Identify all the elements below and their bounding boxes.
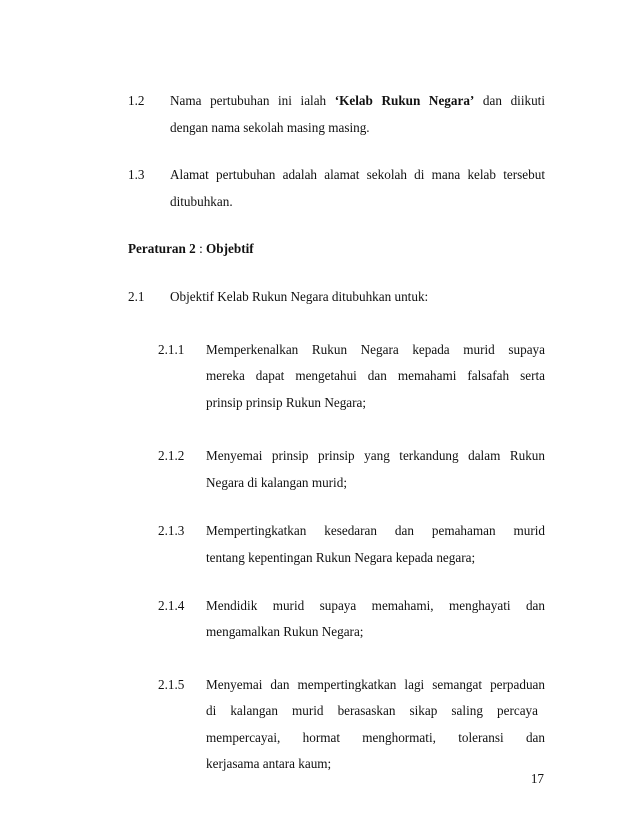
section-heading: [128, 241, 254, 257]
section-number-1-3: 1.3: [128, 167, 145, 182]
item-number-2-1-3: 2.1.3: [158, 523, 185, 538]
item-2-1-5-line-3: mempercayai, hormat menghormati, toleransi dan: [206, 730, 545, 745]
item-2-1-4-line-2: mengamalkan Rukun Negara;: [206, 624, 364, 639]
item-2-1-2-line-1: Menyemai prinsip prinsip yang terkandung dalam Rukun: [206, 448, 545, 463]
item-number-2-1-4: 2.1.4: [158, 598, 185, 613]
section-number-1-2: 1.2: [128, 93, 145, 108]
section-1-3-line-2: ditubuhkan.: [170, 194, 233, 209]
item-2-1-2-line-2: Negara di kalangan murid;: [206, 475, 347, 490]
text-run: dan diikuti: [474, 93, 546, 108]
heading-separator: :: [195, 241, 207, 256]
club-name-bold: ‘Kelab Rukun Negara’: [334, 93, 475, 108]
objective-number: 2.1: [128, 289, 145, 304]
item-number-2-1-1: 2.1.1: [158, 342, 185, 357]
objective-text: Objektif Kelab Rukun Negara ditubuhkan untuk:: [170, 289, 429, 304]
text-run: Nama pertubuhan ini ialah: [170, 93, 335, 108]
item-2-1-4-line-1: Mendidik murid supaya memahami, menghayati dan: [206, 598, 545, 613]
item-2-1-1-line-1: Memperkenalkan Rukun Negara kepada murid supaya: [206, 342, 545, 357]
item-2-1-5-line-2: di kalangan murid berasaskan sikap saling percaya: [206, 703, 538, 718]
item-number-2-1-2: 2.1.2: [158, 448, 185, 463]
item-2-1-3-line-1: Mempertingkatkan kesedaran dan pemahaman murid: [206, 523, 545, 538]
item-2-1-5-line-4: kerjasama antara kaum;: [206, 756, 332, 771]
item-2-1-1-line-3: prinsip prinsip Rukun Negara;: [206, 395, 367, 410]
section-1-2-line-1: [170, 93, 545, 109]
heading-title: Objebtif: [206, 241, 254, 256]
item-2-1-1-line-2: mereka dapat mengetahui dan memahami falsafah serta: [206, 368, 545, 383]
item-2-1-3-line-2: tentang kepentingan Rukun Negara kepada negara;: [206, 550, 476, 565]
section-1-2-line-2: dengan nama sekolah masing masing.: [170, 120, 370, 135]
page-number: 17: [530, 771, 544, 786]
item-number-2-1-5: 2.1.5: [158, 677, 185, 692]
item-2-1-5-line-1: Menyemai dan mempertingkatkan lagi semangat perpaduan: [206, 677, 545, 692]
heading-prefix: Peraturan 2: [128, 241, 196, 256]
section-1-3-line-1: Alamat pertubuhan adalah alamat sekolah di mana kelab tersebut: [170, 167, 545, 182]
